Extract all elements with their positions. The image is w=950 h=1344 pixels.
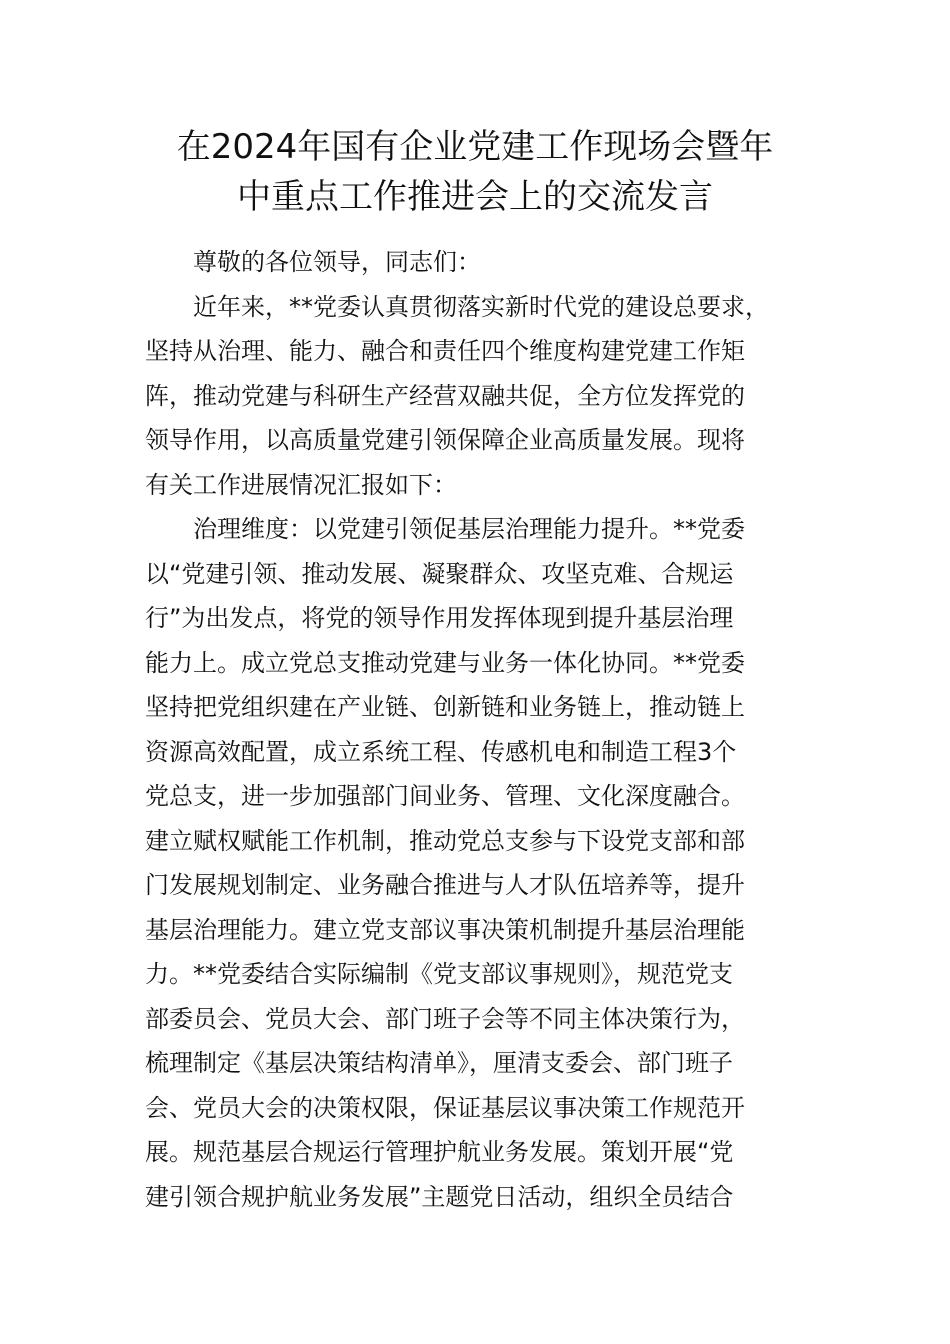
body-text-line: 近年来，**党委认真贯彻落实新时代党的建设总要求， bbox=[193, 292, 769, 321]
body-text-line: 坚持从治理、能力、融合和责任四个维度构建党建工作矩 bbox=[145, 337, 745, 365]
body-text-line: 力。**党委结合实际编制《党支部议事规则》，规范党支 bbox=[145, 960, 733, 988]
body-text-line: 坚持把党组织建在产业链、创新链和业务链上，推动链上 bbox=[145, 693, 745, 721]
body-text-line: 以“党建引领、推动发展、凝聚群众、攻坚克难、合规运 bbox=[145, 559, 734, 588]
body-text-line: 能力上。成立党总支推动党建与业务一体化协同。**党委 bbox=[145, 648, 745, 677]
body-text-line: 领导作用，以高质量党建引领保障企业高质量发展。现将 bbox=[145, 426, 745, 454]
body-text-line: 梳理制定《基层决策结构清单》，厘清支委会、部门班子 bbox=[145, 1049, 733, 1077]
body-text-line: 建立赋权赋能工作机制，推动党总支参与下设党支部和部 bbox=[145, 826, 745, 855]
body-text-line: 尊敬的各位领导，同志们： bbox=[193, 248, 481, 276]
body-text-line: 展。规范基层合规运行管理护航业务发展。策划开展“党 bbox=[145, 1138, 734, 1166]
body-text-line: 有关工作进展情况汇报如下： bbox=[145, 470, 457, 499]
body-text-line: 治理维度：以党建引领促基层治理能力提升。**党委 bbox=[193, 515, 745, 543]
title-line-2: 中重点工作推进会上的交流发言 bbox=[237, 177, 713, 217]
body-text-line: 部委员会、党员大会、部门班子会等不同主体决策行为， bbox=[145, 1004, 745, 1033]
title-line-1: 在2024年国有企业党建工作现场会暨年 bbox=[176, 127, 774, 167]
body-text-line: 阵，推动党建与科研生产经营双融共促，全方位发挥党的 bbox=[145, 381, 745, 410]
body-text-line: 行”为出发点，将党的领导作用发挥体现到提升基层治理 bbox=[145, 604, 734, 632]
body-text-line: 党总支，进一步加强部门间业务、管理、文化深度融合。 bbox=[145, 782, 745, 810]
body-text-line: 建引领合规护航业务发展”主题党日活动，组织全员结合 bbox=[145, 1182, 734, 1211]
document-title bbox=[140, 122, 810, 222]
body-text-line: 会、党员大会的决策权限，保证基层议事决策工作规范开 bbox=[145, 1093, 745, 1122]
body-text-line: 门发展规划制定、业务融合推进与人才队伍培养等，提升 bbox=[145, 871, 745, 899]
document-body bbox=[145, 240, 795, 1219]
body-text-line: 基层治理能力。建立党支部议事决策机制提升基层治理能 bbox=[145, 915, 745, 944]
body-text-line: 资源高效配置，成立系统工程、传感机电和制造工程3个 bbox=[145, 737, 737, 766]
